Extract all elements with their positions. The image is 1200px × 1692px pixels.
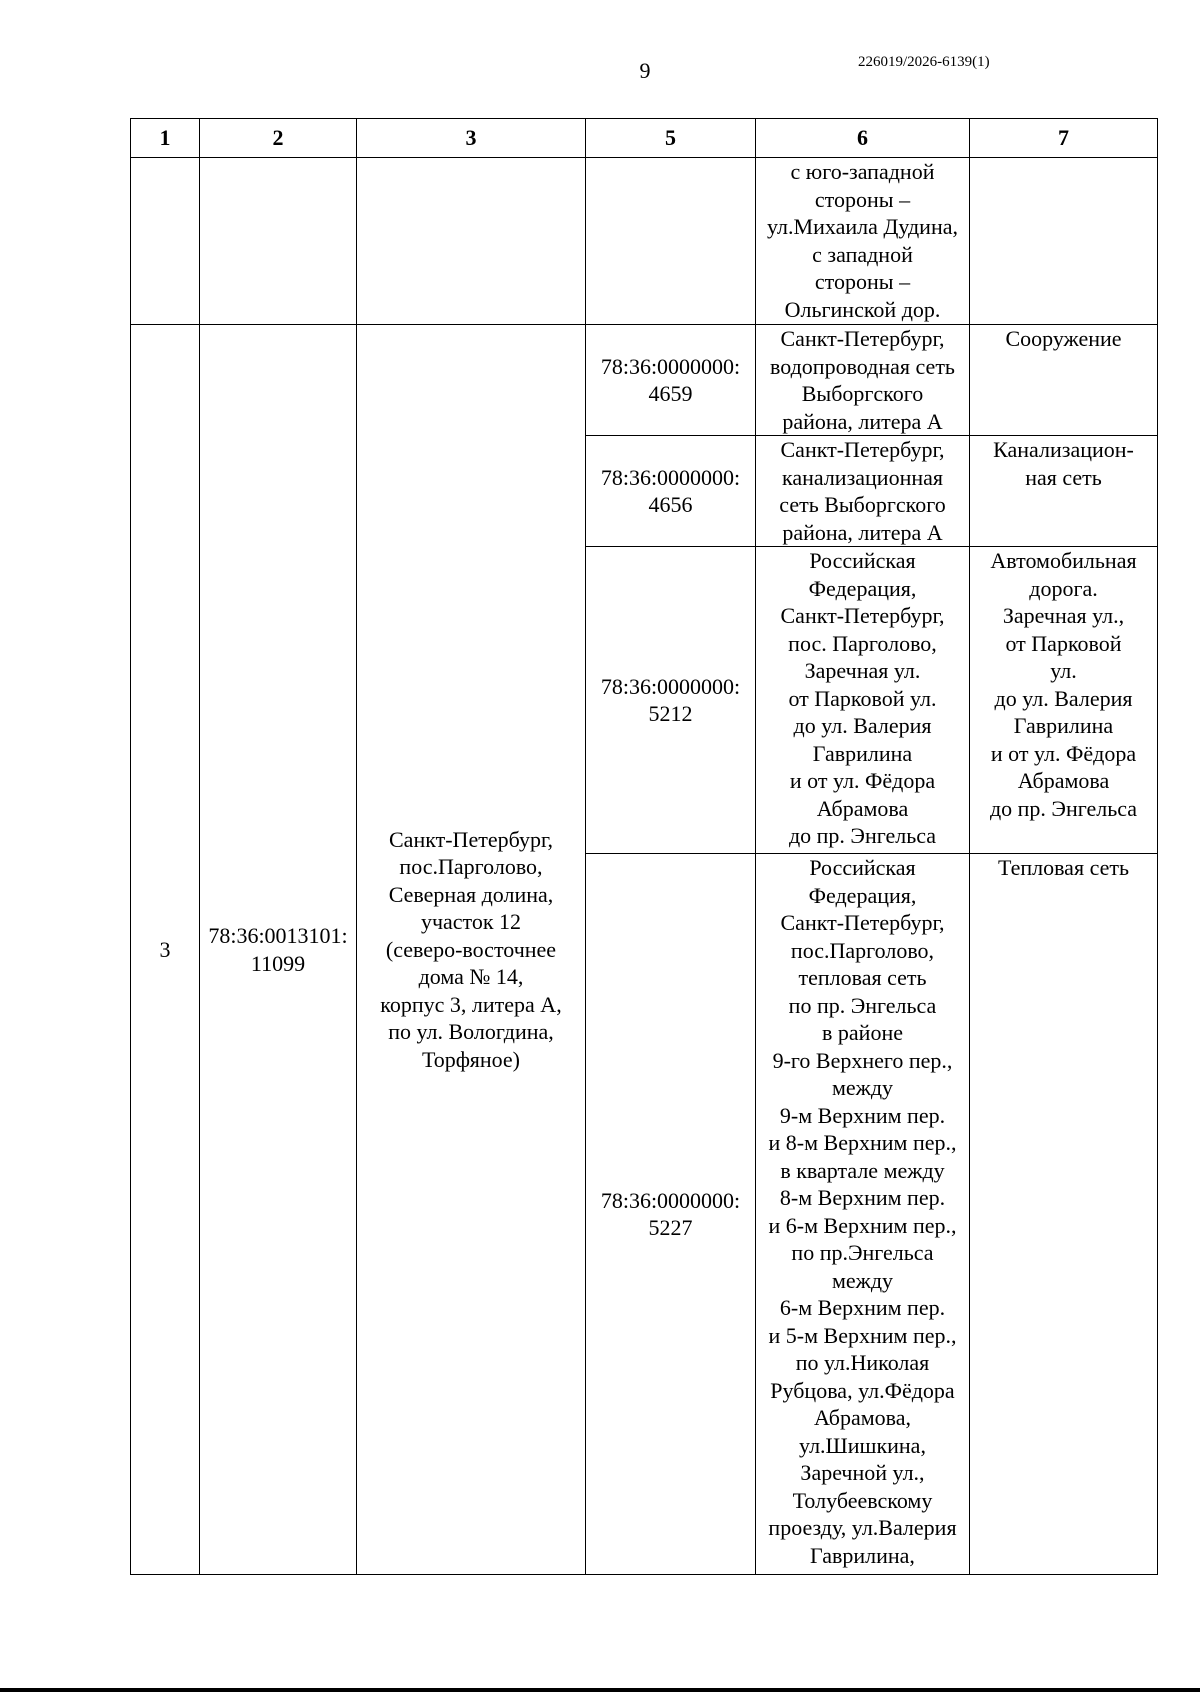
cadastral-number: 78:36:0013101: 11099 (208, 923, 348, 976)
cadastral-number-cell (200, 325, 357, 1575)
object-type-cell (970, 854, 1158, 1575)
object-address-cell (756, 436, 970, 547)
object-number-cell (586, 325, 756, 436)
object-number: 78:36:0000000: 5212 (600, 673, 741, 726)
address-cell (357, 325, 586, 1575)
address-text: Санкт-Петербург, пос.Парголово, Северная долина, участок 12 (северо-восточнее дома № 14, корпус 3, литера А, по ул. Вологдина, Торфяное) (380, 826, 562, 1072)
object-number-cell (586, 854, 756, 1575)
object-number-cell (586, 436, 756, 547)
table-row-continuation (131, 158, 1158, 325)
page-number: 9 (639, 58, 651, 83)
table-cell (586, 158, 756, 325)
object-address: Санкт-Петербург, канализационная сеть Выборгского района, литера А (779, 437, 946, 545)
column-header: 5 (586, 119, 756, 158)
object-number: 78:36:0000000: 4659 (600, 353, 741, 406)
table-header-row (131, 119, 1158, 158)
table-cell (357, 158, 586, 325)
table-cell (970, 158, 1158, 325)
object-type-cell (970, 547, 1158, 854)
object-number-cell (586, 547, 756, 854)
object-address: Российская Федерация, Санкт-Петербург, пос.Парголово, тепловая сеть по пр. Энгельса в районе 9-го Верхнего пер., между 9-м Верхним пер. и 8-м Верхним пер., в квартале между 8-м Верхним пер. и 6-м Верхним пер., по пр.Энгельса между 6-м Верхним пер. и 5-м Верхним пер., по ул.Николая Рубцова, ул.Фёдора Абрамова, ул.Шишкина, Заречной ул., Толубеевскому проезду, ул.Валерия Гаврилина, (768, 855, 957, 1568)
object-type-cell (970, 436, 1158, 547)
register-table (130, 118, 1158, 1575)
object-number: 78:36:0000000: 4656 (600, 464, 741, 517)
object-number: 78:36:0000000: 5227 (600, 1187, 741, 1240)
document-id: 226019/2026-6139(1) (858, 54, 990, 70)
column-header: 7 (970, 119, 1158, 158)
object-address-cell (756, 325, 970, 436)
object-type: Автомобильная дорога. Заречная ул., от Парковой ул. до ул. Валерия Гаврилина и от ул. Фёдора Абрамова до пр. Энгельса (989, 548, 1138, 821)
object-address: Российская Федерация, Санкт-Петербург, пос. Парголово, Заречная ул. от Парковой ул. до ул. Валерия Гаврилина и от ул. Фёдора Абрамова до пр. Энгельса (780, 548, 945, 848)
table-cell (756, 158, 970, 325)
row-number-cell (131, 325, 200, 1575)
object-type: Тепловая сеть (997, 855, 1130, 880)
column-header: 3 (357, 119, 586, 158)
column-header: 1 (131, 119, 200, 158)
road-boundary-text: с юго-западной стороны – ул.Михаила Дудина, с западной стороны – Ольгинской дор. (767, 159, 958, 322)
scan-bottom-edge (0, 1688, 1200, 1692)
object-address: Санкт-Петербург, водопроводная сеть Выборгского района, литера А (770, 326, 955, 434)
object-address-cell (756, 854, 970, 1575)
table-row (131, 325, 1158, 436)
column-header: 2 (200, 119, 357, 158)
object-address-cell (756, 547, 970, 854)
table-cell (131, 158, 200, 325)
object-type-cell (970, 325, 1158, 436)
table-cell (200, 158, 357, 325)
object-type: Сооружение (1005, 326, 1122, 351)
column-header: 6 (756, 119, 970, 158)
object-type: Канализацион- ная сеть (993, 437, 1134, 490)
row-number: 3 (159, 936, 171, 962)
